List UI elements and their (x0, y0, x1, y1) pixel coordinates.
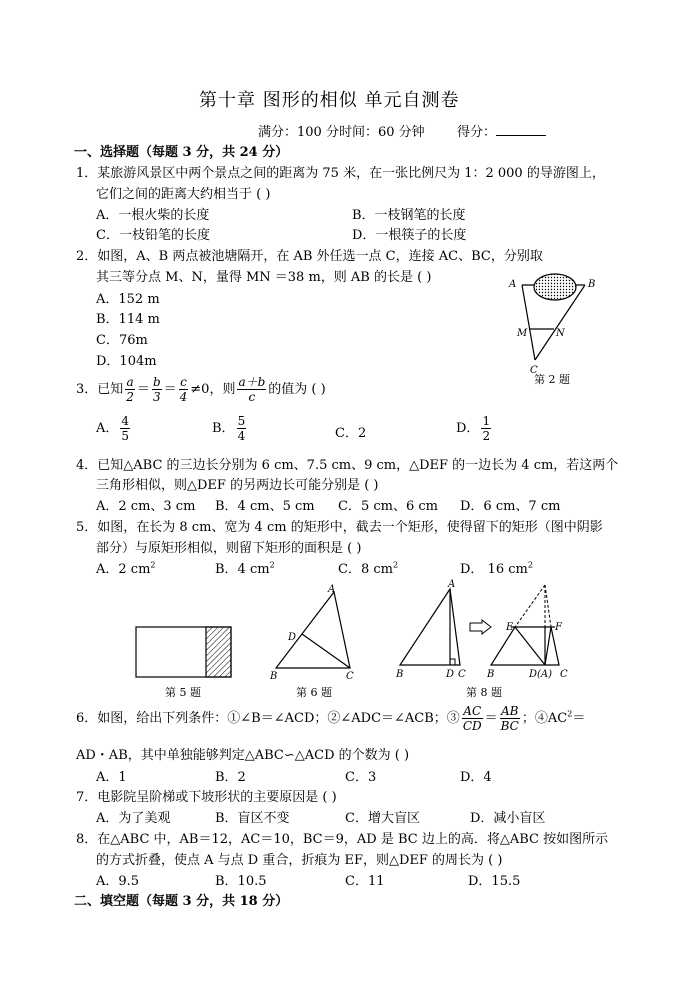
figure-8-right (485, 577, 573, 682)
f8b-dashed-ae (515, 585, 545, 627)
f8b-dashed-af (545, 585, 551, 627)
q4-option-d[interactable]: D．6 cm、7 cm (460, 499, 561, 514)
q3-a-num: 4 (121, 414, 130, 428)
q5-b-text: B．4 cm (215, 562, 270, 577)
q1-option-b[interactable]: B．一枝钢笔的长度 (352, 208, 466, 223)
score-label: 得分： (457, 125, 497, 140)
q1-option-d[interactable]: D．一根筷子的长度 (352, 228, 467, 243)
q2-line2: 其三等分点 M、N，量得 MN ＝38 m，则 AB 的长是 ( ) (96, 270, 432, 285)
f6-line-cd (302, 634, 350, 668)
q3-d-frac (481, 414, 491, 443)
q3-mid: ≠0，则 (190, 382, 236, 397)
q6-line2: AD・AB，其中单独能够判定△ABC∽△ACD 的个数为 ( ) (76, 748, 410, 763)
f6-label-b: B (270, 671, 278, 682)
q5-option-a[interactable] (96, 558, 156, 577)
q3-frac-a2 (125, 375, 135, 404)
q5-option-b[interactable] (215, 558, 275, 577)
q6-option-d[interactable]: D．4 (460, 770, 492, 785)
q6-option-b[interactable]: B．2 (215, 770, 246, 785)
q6-frac2-den: BC (500, 719, 519, 733)
q5-c-sup: 2 (392, 560, 399, 570)
q6-option-a[interactable]: A．1 (96, 770, 127, 785)
q5-line1: 5．如图，在长为 8 cm、宽为 4 cm 的矩形中，截去一个矩形，使得留下的矩形（图中阴影 (76, 520, 603, 535)
q8-line1: 8．在△ABC 中，AB＝12，AC＝10，BC＝9，AD 是 BC 边上的高．将△ABC 按如图所示 (76, 832, 609, 847)
figure-5 (135, 625, 235, 680)
q4-line2: 三角形相似，则△DEF 的另两边长可能分别是 ( ) (96, 478, 379, 493)
q3-a-frac (120, 414, 130, 443)
score-blank[interactable] (496, 123, 546, 136)
f6-label-a: A (328, 584, 336, 595)
q8-option-d[interactable]: D．15.5 (468, 874, 521, 889)
f2-label-c: C (530, 365, 538, 376)
f8a-label-a: A (448, 579, 456, 590)
q3-frac-abc-den: c (248, 390, 256, 404)
q6-frac1-den: CD (462, 719, 482, 733)
q1-option-c[interactable]: C．一枝铅笔的长度 (96, 228, 210, 243)
q5-b-sup: 2 (269, 560, 275, 570)
q3-frac-a2-den: 2 (126, 390, 134, 404)
q6-frac1-num: AC (463, 704, 482, 718)
f8b-trapezoid (491, 627, 559, 665)
f5-caption: 第 5 题 (165, 686, 201, 699)
q3-option-c[interactable]: C．2 (335, 426, 367, 441)
f5-shaded-rectangle (206, 627, 231, 677)
q5-d-text: D． 16 cm (460, 562, 528, 577)
q1-line2: 它们之间的距离大约相当于 ( ) (96, 187, 271, 202)
q6-post2: ＝ (572, 711, 586, 726)
q3-a-label: A． (96, 421, 119, 436)
section-1-heading: 一、选择题（每题 3 分，共 24 分） (74, 145, 289, 160)
q4-option-c[interactable]: C．5 cm、6 cm (338, 499, 438, 514)
q8-option-c[interactable]: C．11 (345, 874, 385, 889)
f2-line-ac (522, 285, 535, 360)
f8a-label-c: C (458, 669, 466, 680)
q8-option-b[interactable]: B．10.5 (215, 874, 267, 889)
q6-eq: ＝ (484, 711, 498, 726)
q2-option-b[interactable]: B．114 m (96, 312, 160, 327)
q7-option-c[interactable]: C．增大盲区 (345, 811, 420, 826)
f8b-line-fd (545, 627, 551, 665)
q3-frac-b3-den: 3 (152, 390, 161, 404)
q3-option-a[interactable] (96, 414, 132, 443)
q6-line1 (76, 704, 585, 733)
q3-option-b[interactable] (212, 414, 248, 443)
q3-frac-abc-num: a＋b (238, 375, 266, 389)
q3-post: 的值为 ( ) (268, 382, 326, 397)
f6-triangle-abc (276, 592, 350, 668)
q6-prefix: 6．如图，给出下列条件：①∠B＝∠ACD；②∠ADC＝∠ACB；③ (76, 711, 460, 726)
q3-prefix: 3．已知 (76, 382, 124, 397)
f2-label-b: B (588, 279, 596, 290)
f8b-label-b: B (487, 669, 495, 680)
q5-option-c[interactable] (338, 558, 398, 577)
page-title: 第十章 图形的相似 单元自测卷 (199, 90, 460, 111)
f6-label-d: D (288, 632, 297, 643)
q3-b-label: B． (212, 421, 235, 436)
q2-option-d[interactable]: D．104m (96, 354, 157, 369)
q3-b-den: 4 (237, 429, 246, 443)
f2-label-a: A (509, 279, 517, 290)
q3-line: 3．已知 $\frac{a}{2}$ ＝ $\frac{b}{3}$ ＝ $\frac{c}{4}$ ≠0，则 $\frac{a+b}{c}$ 的值为 ( ) (76, 375, 326, 404)
figure-8-left (392, 577, 472, 682)
f6-caption: 第 6 题 (296, 686, 332, 699)
q3-frac-c4-den: 4 (179, 390, 188, 404)
q2-option-a[interactable]: A．152 m (96, 292, 160, 307)
q5-d-sup: 2 (527, 560, 533, 570)
f2-pond-fill (534, 274, 576, 300)
q3-frac-c4-num: c (180, 375, 187, 389)
f6-label-c: C (346, 671, 354, 682)
q5-a-sup: 2 (150, 560, 156, 570)
q3-d-num: 1 (482, 414, 491, 428)
q2-caption: 第 2 题 (534, 373, 570, 386)
q6-sup: 2 (567, 709, 573, 719)
f8a-label-b: B (396, 669, 404, 680)
q6-frac-ab-bc (500, 704, 520, 733)
q1-line1: 1．某旅游风景区中两个景点之间的距离为 75 米，在一张比例尺为 1：2 000 的导游图上， (76, 166, 605, 181)
q3-frac-b3 (152, 375, 162, 404)
f8b-label-c: C (560, 669, 568, 680)
q4-line1: 4．已知△ABC 的三边长分别为 6 cm、7.5 cm、9 cm，△DEF 的一边长为 4 cm，若这两个 (76, 458, 619, 473)
q3-d-den: 2 (482, 429, 491, 443)
f8-right-angle-mark (450, 659, 455, 665)
q3-frac-b3-num: b (152, 375, 161, 389)
q6-frac2-num: AB (501, 704, 519, 718)
q3-option-d[interactable] (456, 414, 493, 443)
full-marks-time: 满分：100 分时间：60 分钟 (258, 125, 425, 140)
q3-d-label: D． (456, 421, 480, 436)
f2-label-n: N (556, 328, 565, 339)
q3-frac-a2-num: a (126, 375, 134, 389)
f8a-label-d: D (446, 669, 455, 680)
q3-frac-c4 (179, 375, 189, 404)
q7-line1: 7．电影院呈阶梯或下坡形状的主要原因是 ( ) (76, 790, 337, 805)
f8b-label-f: F (555, 622, 562, 633)
q3-b-frac (237, 414, 247, 443)
f2-label-m: M (517, 328, 528, 339)
q5-option-d[interactable] (460, 558, 533, 577)
q5-a-text: A．2 cm (96, 562, 151, 577)
q7-option-b[interactable]: B．盲区不变 (215, 811, 290, 826)
f8-caption: 第 8 题 (466, 686, 502, 699)
section-2-heading: 二、填空题（每题 3 分，共 18 分） (74, 894, 289, 909)
q8-line2: 的方式折叠，使点 A 与点 D 重合，折痕为 EF，则△DEF 的周长为 ( ) (96, 853, 503, 868)
q2-option-c[interactable]: C．76m (96, 333, 148, 348)
q6-frac-ac-cd (462, 704, 483, 733)
q2-line1: 2．如图，A、B 两点被池塘隔开，在 AB 外任选一点 C，连接 AC、BC，分别取 (76, 249, 543, 264)
q6-option-c[interactable]: C．3 (345, 770, 377, 785)
f8-triangle-abc (400, 589, 460, 665)
q4-option-a[interactable]: A．2 cm、3 cm (96, 499, 196, 514)
q8-option-a[interactable]: A．9.5 (96, 874, 140, 889)
f8b-label-d: D(A) (529, 669, 553, 680)
q3-a-den: 5 (121, 429, 130, 443)
q5-line2: 部分）与原矩形相似，则留下矩形的面积是 ( ) (96, 541, 362, 556)
q1-option-a[interactable]: A．一根火柴的长度 (96, 208, 210, 223)
f8b-line-ed (515, 627, 545, 665)
figure-6 (262, 582, 367, 682)
q7-option-d[interactable]: D．减小盲区 (470, 811, 546, 826)
score-field[interactable] (457, 121, 546, 140)
q3-b-num: 5 (237, 414, 246, 428)
q4-option-b[interactable]: B．4 cm、5 cm (215, 499, 315, 514)
q3-frac-abc (237, 375, 266, 404)
q6-post: ；④AC (521, 711, 568, 726)
q5-c-text: C．8 cm (338, 562, 393, 577)
f8b-label-e: E (506, 622, 514, 633)
q7-option-a[interactable]: A．为了美观 (96, 811, 171, 826)
